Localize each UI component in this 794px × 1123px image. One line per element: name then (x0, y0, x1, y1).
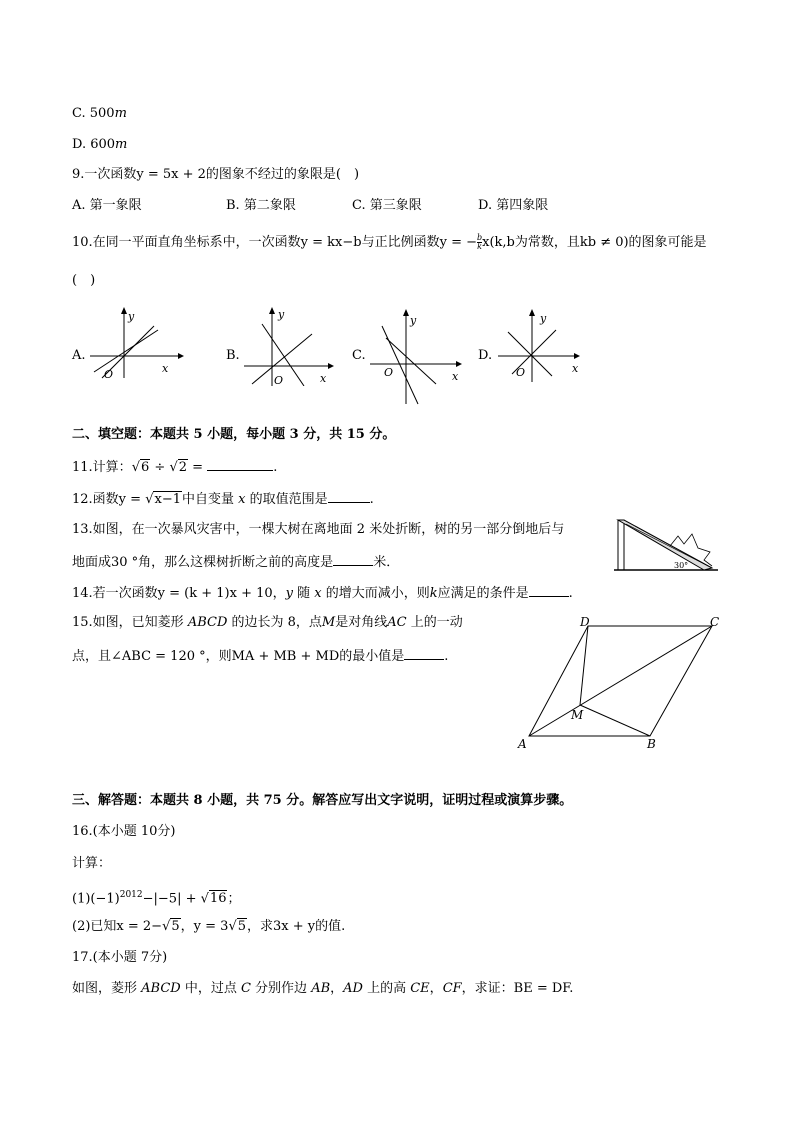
q10-option-d-label: D. (478, 348, 493, 363)
axis-y-label: y (410, 314, 417, 327)
q8-option-c: C. 500m (72, 106, 127, 121)
q15-rhombus-figure (510, 612, 730, 754)
q14-line: 14.若一次函数y = (k + 1)x + 10，y 随 x 的增大而减小，则k应满足的条件是 . (72, 583, 573, 603)
q16-title: 16.(本小题 10分) (72, 824, 176, 839)
q11-line: 11.计算：√6 ÷ √2 = . (72, 457, 277, 477)
q9-option-c: C. 第三象限 (352, 198, 422, 213)
q10-stem: 10.在同一平面直角坐标系中，一次函数y = kx−b与正比例函数y = − $\frac{b}{k}$ x(k,b为常数，且kb ≠ 0)的图象可能是 (72, 233, 707, 251)
axis-x-label: x (162, 362, 169, 375)
q9-option-d: D. 第四象限 (478, 198, 549, 213)
q16-part2: (2)已知x = 2−√5，y = 3√5，求3x + y的值. (72, 919, 346, 934)
q16-part1: $(1)(-1)^{2012}-|-5| + √16$； (72, 890, 241, 907)
q8-option-d: D. 600m (72, 137, 128, 152)
axis-x-label: x (572, 362, 579, 375)
q10-graph-c (366, 306, 466, 406)
q15-line2: 点，且∠ABC = 120 °，则MA + MB + MD的最小值是 . (72, 646, 448, 666)
label-c: C (710, 615, 720, 629)
origin-label: O (384, 366, 394, 379)
q10-option-c-label: C. (352, 348, 366, 363)
axis-y-label: y (278, 308, 285, 321)
label-b: B (647, 737, 656, 751)
section2-heading: 二、填空题：本题共 5 小题，每小题 3 分，共 15 分。 (72, 427, 396, 442)
q10-graph-d (494, 306, 594, 386)
q10-graph-a (86, 306, 186, 380)
axis-x-label: x (320, 372, 327, 385)
label-d: D (580, 615, 590, 629)
q10-graph-b (240, 306, 340, 386)
q10-fraction: $\frac{b}{k}$ (477, 233, 483, 251)
q15-line1: 15.如图，已知菱形 ABCD 的边长为 8，点M是对角线AC 上的一动 (72, 615, 463, 630)
axis-x-label: x (452, 370, 459, 383)
q15-answer-blank[interactable] (404, 646, 444, 660)
label-a: A (518, 737, 527, 751)
q13-broken-tree-figure (612, 512, 722, 574)
q9-stem: 9.一次函数y = 5x + 2的图象不经过的象限是( ) (72, 167, 360, 182)
axis-y-label: y (128, 310, 135, 323)
q10-answer-paren: ( ) (72, 273, 96, 288)
q13-angle-label: 30° (674, 561, 689, 570)
q14-answer-blank[interactable] (529, 583, 569, 597)
q13-line1: 13.如图，在一次暴风灾害中，一棵大树在离地面 2 米处折断，树的另一部分倒地后与 (72, 522, 565, 537)
origin-label: O (516, 366, 526, 379)
q12-answer-blank[interactable] (328, 489, 370, 503)
origin-label: O (274, 374, 284, 386)
q10-option-a-label: A. (72, 348, 86, 363)
q17-statement: 如图，菱形 ABCD 中，过点 C 分别作边 AB，AD 上的高 CE，CF，求证：BE = DF. (72, 981, 574, 996)
section3-heading: 三、解答题：本题共 8 小题，共 75 分。解答应写出文字说明，证明过程或演算步骤。 (72, 793, 573, 808)
q9-option-a: A. 第一象限 (72, 198, 142, 213)
axis-y-label: y (540, 312, 547, 325)
q11-answer-blank[interactable] (207, 457, 273, 471)
label-m: M (571, 708, 584, 722)
q16-intro: 计算： (72, 856, 112, 871)
q9-option-b: B. 第二象限 (226, 198, 296, 213)
q12-line: 12.函数y = √x−1中自变量 x 的取值范围是 . (72, 489, 374, 509)
q13-answer-blank[interactable] (333, 552, 373, 566)
q17-title: 17.(本小题 7分) (72, 950, 168, 965)
q10-option-b-label: B. (226, 348, 240, 363)
origin-label: O (104, 368, 114, 380)
q13-line2: 地面成30 °角，那么这棵树折断之前的高度是 米． (72, 552, 399, 572)
